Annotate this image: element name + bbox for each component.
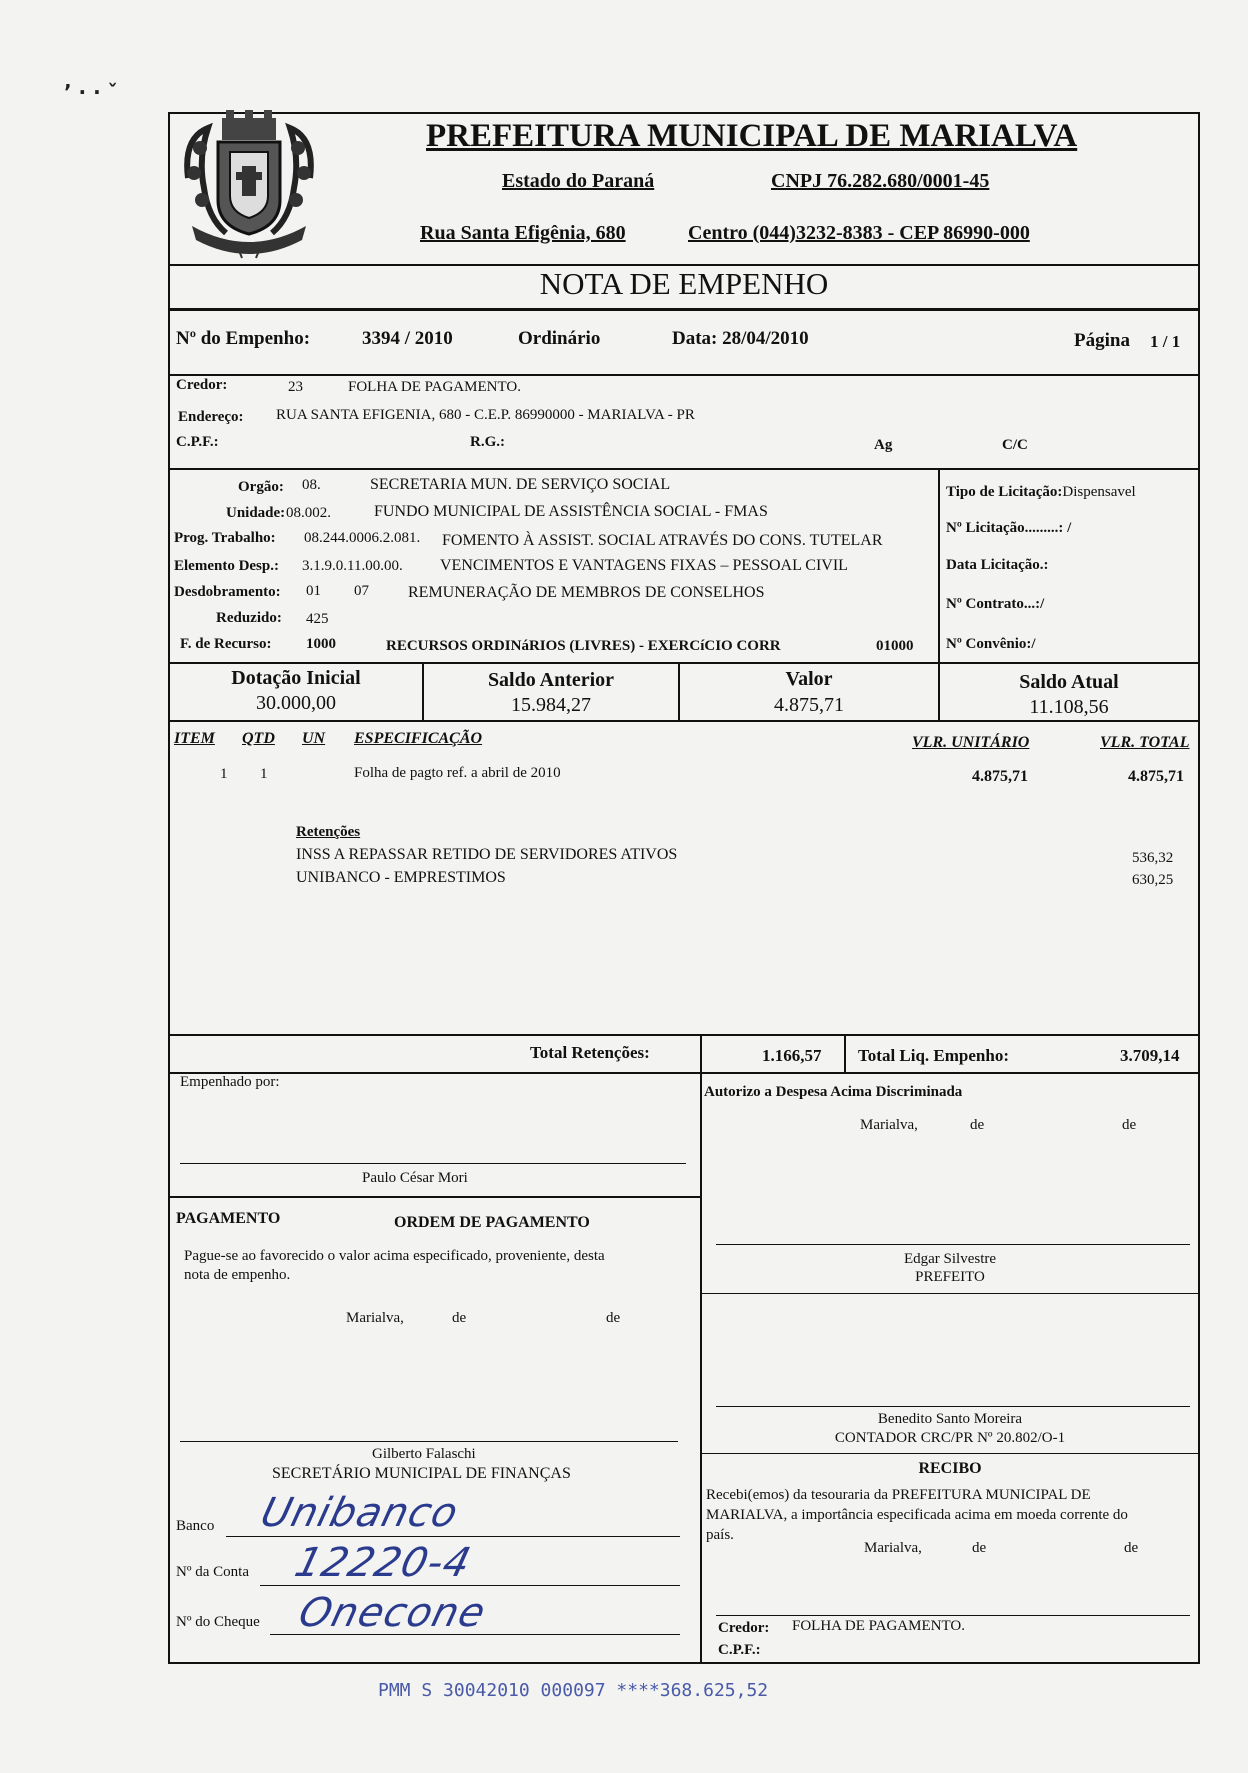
recibo-title: RECIBO [918,1460,982,1477]
payment-stamp: PMM S 30042010 000097 ****368.625,52 [378,1680,769,1701]
rg-label: R.G.: [470,434,505,450]
empenhado-nome: Paulo César Mori [362,1170,468,1186]
dotacao-value: 30.000,00 [256,692,336,714]
banco-handwriting: Unibanco [256,1490,464,1536]
retencoes-title: Retenções [296,824,361,840]
item-quantity: 1 [260,766,268,782]
recibo-text: MARIALVA, a importância especificada acima em moeda corrente do [706,1507,1128,1523]
valor-value: 4.875,71 [774,694,844,716]
recibo-cpf-label: C.P.F.: [718,1642,761,1658]
cheque-label: Nº do Cheque [176,1614,260,1630]
col-un: UN [302,730,326,747]
saldo-anterior-value: 15.984,27 [511,694,591,716]
pagamento-title: PAGAMENTO [176,1210,281,1227]
total-retencoes-value: 1.166,57 [762,1046,822,1065]
divider [700,1453,1200,1454]
empenho-number-label: Nº do Empenho: [176,328,311,349]
page-number: 1 / 1 [1150,332,1181,351]
secretario-nome: Gilberto Falaschi [372,1446,476,1462]
cheque-handwriting: Onecone [294,1590,491,1636]
divider [168,662,1200,664]
ordem-text: Pague-se ao favorecido o valor acima especificado, proveniente, desta [184,1248,605,1264]
date-de: de [452,1310,467,1326]
total-retencoes-label: Total Retenções: [530,1043,650,1062]
contact-info: Centro (044)3232-8383 - CEP 86990-000 [688,222,1030,244]
orgao-label: Orgão: [238,479,284,495]
conta-handwriting: 12220-4 [290,1540,476,1586]
orgao-code: 08. [302,477,321,493]
unidade-desc: FUNDO MUNICIPAL DE ASSISTÊNCIA SOCIAL - FMAS [374,503,768,520]
divider [168,720,1200,722]
signature-line [716,1406,1190,1407]
recurso-code: 1000 [306,636,336,652]
ordem-text: nota de empenho. [184,1267,291,1283]
col-item: ITEM [174,730,215,747]
cpf-label: C.P.F.: [176,434,219,450]
signature-line [180,1163,686,1164]
page-label: Página [1074,330,1130,351]
banco-label: Banco [176,1518,215,1534]
ag-label: Ag [874,437,893,453]
item-total-value: 4.875,71 [1128,768,1184,785]
numero-convenio: Nº Convênio:/ [946,636,1036,652]
desdobramento-desc: REMUNERAÇÃO DE MEMBROS DE CONSELHOS [408,584,765,601]
date-de: de [1122,1117,1137,1133]
tipo-licitacao-label: Tipo de Licitação:Dispensavel [946,484,1136,500]
numero-licitacao: Nº Licitação.........: / [946,520,1072,536]
divider [168,1072,1200,1074]
empenho-date: Data: 28/04/2010 [672,328,809,349]
autorizo-text: Autorizo a Despesa Acima Discriminada [704,1084,963,1100]
numero-contrato: Nº Contrato...:/ [946,596,1045,612]
recibo-text: Recebi(emos) da tesouraria da PREFEITURA MUNICIPAL DE [706,1487,1091,1503]
contador-cargo: CONTADOR CRC/PR Nº 20.802/O-1 [834,1430,1066,1446]
total-liquido-label: Total Liq. Empenho: [858,1046,1009,1065]
col-valor-total: VLR. TOTAL [1100,734,1190,751]
credor-name: FOLHA DE PAGAMENTO. [348,379,521,395]
valor-label: Valor [785,668,833,690]
prefecture-title: PREFEITURA MUNICIPAL DE MARIALVA [426,118,1078,154]
recurso-label: F. de Recurso: [180,636,272,652]
item-description: Folha de pagto ref. a abril de 2010 [354,765,561,781]
place-label: Marialva, [864,1540,922,1556]
desdobramento-label: Desdobramento: [174,584,281,600]
state-name: Estado do Paraná [502,170,655,192]
empenho-type: Ordinário [518,328,601,349]
retencao-value: 536,32 [1132,850,1174,866]
orgao-desc: SECRETARIA MUN. DE SERVIÇO SOCIAL [370,476,671,493]
item-unit-value: 4.875,71 [972,768,1028,785]
date-de: de [1124,1540,1139,1556]
divider [168,1034,1200,1036]
cc-label: C/C [1002,437,1028,453]
desdobramento-a: 01 [306,583,321,599]
cnpj: CNPJ 76.282.680/0001-45 [771,170,990,192]
divider [844,1036,846,1072]
reduzido-label: Reduzido: [216,610,282,626]
saldo-anterior-label: Saldo Anterior [487,669,615,691]
saldo-atual-label: Saldo Atual [1019,671,1119,693]
elemento-desc: VENCIMENTOS E VANTAGENS FIXAS – PESSOAL CIVIL [440,557,848,574]
endereco-label: Endereço: [178,409,244,425]
recurso-tail: 01000 [876,638,914,654]
data-licitacao: Data Licitação.: [946,557,1049,573]
ordem-pagamento-title: ORDEM DE PAGAMENTO [394,1214,590,1231]
divider [168,374,1200,376]
signature-line [716,1244,1190,1245]
item-number: 1 [220,766,228,782]
dotacao-label: Dotação Inicial [231,667,361,689]
prog-trabalho-desc: FOMENTO À ASSIST. SOCIAL ATRAVÉS DO CONS. TUTELAR [442,532,883,549]
retencao-value: 630,25 [1132,872,1174,888]
col-valor-unitario: VLR. UNITÁRIO [912,734,1030,751]
divider [168,308,1200,311]
divider [700,1034,702,1074]
conta-label: Nº da Conta [176,1564,249,1580]
street-address: Rua Santa Efigênia, 680 [420,222,626,244]
recibo-credor-label: Credor: [718,1620,770,1636]
prefeito-cargo: PREFEITO [915,1269,985,1285]
retencao-desc: INSS A REPASSAR RETIDO DE SERVIDORES ATIVOS [296,846,678,863]
divider [700,1293,1200,1294]
unidade-label: Unidade: [226,505,286,521]
recibo-credor-value: FOLHA DE PAGAMENTO. [792,1618,965,1634]
place-label: Marialva, [346,1310,404,1326]
prog-trabalho-label: Prog. Trabalho: [174,530,276,546]
elemento-code: 3.1.9.0.11.00.00. [302,558,403,574]
scan-mark: ’ · · ˇ [64,80,118,104]
divider [168,468,1200,470]
place-label: Marialva, [860,1117,918,1133]
recibo-text: país. [706,1527,734,1543]
divider [168,1196,700,1198]
col-especificacao: ESPECIFICAÇÃO [354,730,483,747]
retencao-desc: UNIBANCO - EMPRESTIMOS [296,869,506,886]
date-de: de [972,1540,987,1556]
signature-line [180,1441,678,1442]
elemento-label: Elemento Desp.: [174,558,279,574]
empenhado-por-label: Empenhado por: [180,1074,280,1090]
desdobramento-b: 07 [354,583,369,599]
coat-of-arms-emblem [178,108,320,260]
reduzido-value: 425 [306,611,329,627]
signature-line [716,1615,1190,1616]
credor-code: 23 [288,379,303,395]
prefeito-nome: Edgar Silvestre [903,1251,997,1267]
secretario-cargo: SECRETÁRIO MUNICIPAL DE FINANÇAS [272,1465,571,1482]
date-de: de [970,1117,985,1133]
document-title: NOTA DE EMPENHO [539,266,829,301]
endereco-value: RUA SANTA EFIGENIA, 680 - C.E.P. 86990000 - MARIALVA - PR [276,407,695,423]
saldo-atual-value: 11.108,56 [1029,696,1109,718]
total-liquido-value: 3.709,14 [1120,1046,1180,1065]
prog-trabalho-code: 08.244.0006.2.081. [304,530,421,546]
credor-label: Credor: [176,377,228,393]
divider [700,1072,702,1664]
col-qtd: QTD [242,730,275,747]
date-de: de [606,1310,621,1326]
unidade-code: 08.002. [286,505,331,521]
empenho-number: 3394 / 2010 [362,328,453,349]
contador-nome: Benedito Santo Moreira [877,1411,1023,1427]
recurso-desc: RECURSOS ORDINáRIOS (LIVRES) - EXERCíCIO CORR [386,638,781,654]
banco-line [226,1536,680,1537]
